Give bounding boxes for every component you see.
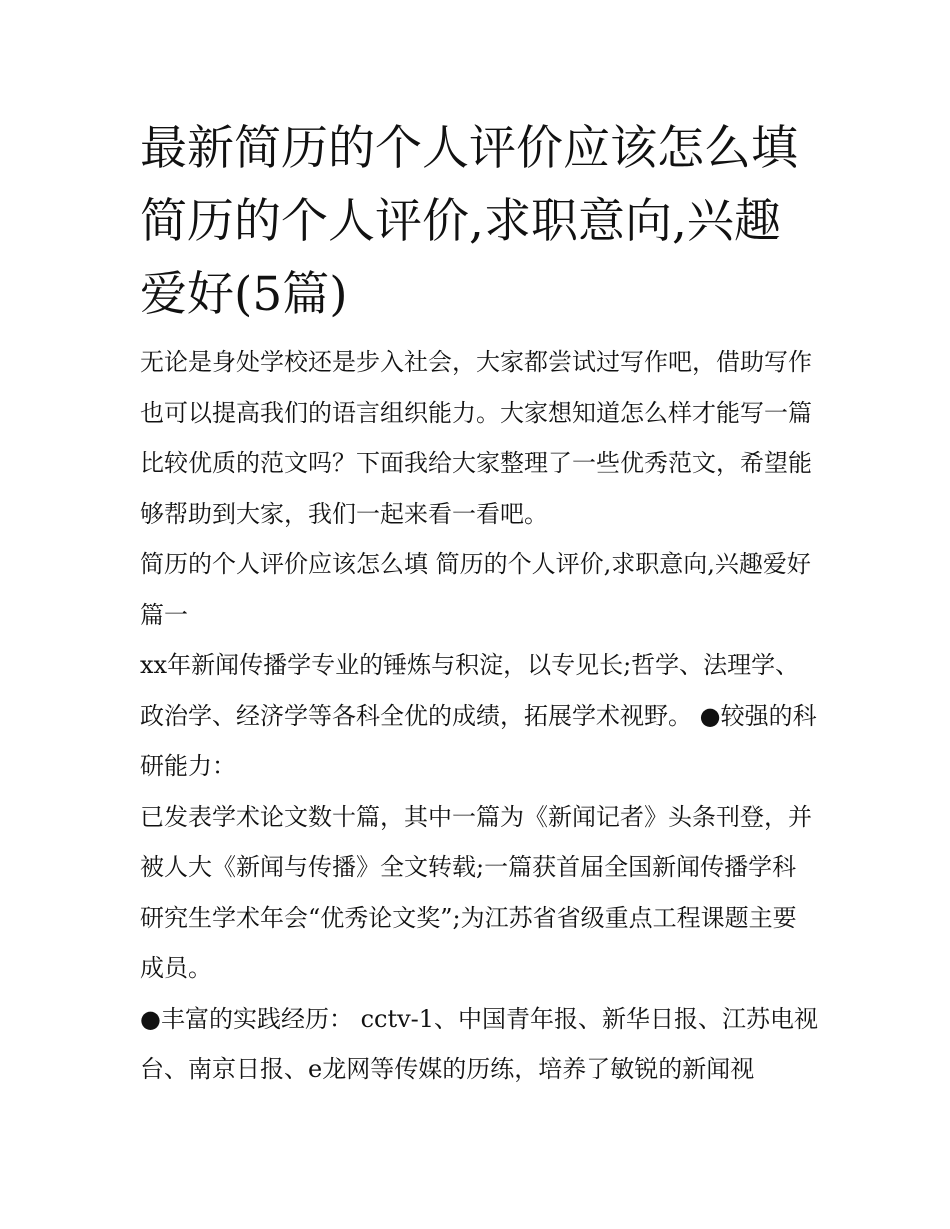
practice-paragraph: ●丰富的实践经历： cctv-1、中国青年报、新华日报、江苏电视台、南京日报、e龙网等传媒的历练，培养了敏锐的新闻视 [140, 1004, 819, 1083]
document-title: 最新简历的个人评价应该怎么填 简历的个人评价,求职意向,兴趣爱好(5篇) [140, 121, 798, 322]
intro-paragraph: 无论是身处学校还是步入社会，大家都尝试过写作吧，借助写作也可以提高我们的语言组织能力。大家想知道怎么样才能写一篇比较优质的范文吗？下面我给大家整理了一些优秀范文，希望能够帮助到大家，我们一起来看一看吧。 [140, 348, 812, 528]
document-body [140, 112, 820, 1095]
education-paragraph: xx年新闻传播学专业的锤炼与积淀，以专见长;哲学、法理学、政治学、经济学等各科全优的成绩，拓展学术视野。 ●较强的科研能力： [140, 651, 817, 780]
research-paragraph: 已发表学术论文数十篇，其中一篇为《新闻记者》头条刊登，并被人大《新闻与传播》全文转载;一篇获首届全国新闻传播学科研究生学术年会“优秀论文奖”;为江苏省省级重点工程课题主要成员。 [140, 802, 812, 982]
section-heading: 简历的个人评价应该怎么填 简历的个人评价,求职意向,兴趣爱好篇一 [140, 550, 811, 629]
